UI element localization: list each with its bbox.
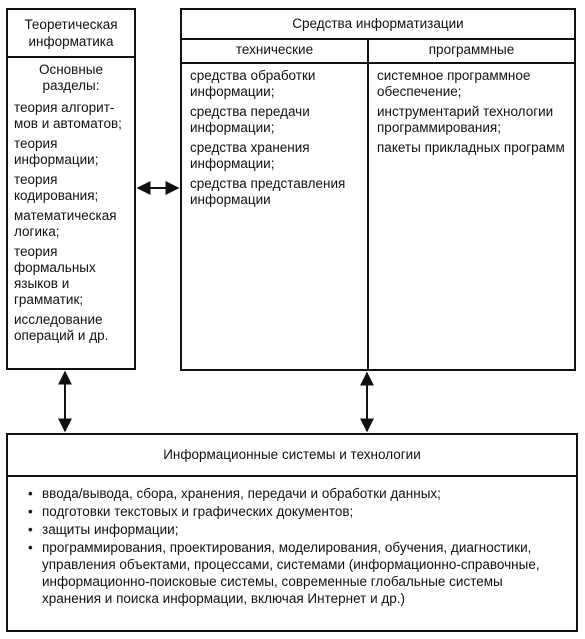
bullet-icon: • — [28, 486, 33, 501]
means-subheader-row — [182, 40, 574, 64]
technical-header: технические — [235, 42, 314, 57]
software-item: системное программное обеспечение; — [377, 68, 531, 99]
bullet-icon: • — [28, 504, 33, 519]
systems-item — [28, 503, 560, 520]
systems-item — [28, 485, 560, 502]
systems-item-text: программирования, проектирования, моделирования, обучения, диагностики, управления объектами, процессами, системами (информационно-справочные, информационно-поисковые системы, современные глобальные системы хранения и поиска информации, включая Интернет и др.) — [42, 540, 540, 606]
theory-box — [6, 8, 136, 370]
means-box — [180, 8, 576, 371]
systems-title: Информационные системы и технологии — [8, 435, 576, 477]
technical-item: средства представления информации — [190, 176, 346, 207]
software-item: инструментарий технологии программирования; — [377, 104, 554, 135]
systems-list — [8, 485, 576, 608]
theory-item: математическая логика; — [14, 208, 117, 239]
theory-item: теория формальных языков и грамматик; — [14, 244, 96, 307]
means-title: Средства информатизации — [182, 10, 574, 40]
theory-item: теория кодирования; — [14, 172, 99, 203]
theory-item: теория алгорит-мов и автоматов; — [14, 100, 122, 131]
theory-item: теория информации; — [14, 136, 99, 167]
software-item: пакеты прикладных программ — [377, 140, 565, 155]
theory-title: Теоретическая информатика — [8, 10, 134, 58]
systems-item — [28, 539, 560, 607]
theory-item: исследование операций и др. — [14, 312, 109, 343]
technical-item: средства передачи информации; — [190, 104, 310, 135]
systems-item — [28, 521, 560, 538]
technical-item: средства обработки информации; — [190, 68, 316, 99]
systems-box — [6, 433, 578, 632]
technical-list — [182, 68, 367, 212]
bullet-icon: • — [28, 522, 33, 537]
bullet-icon: • — [28, 540, 33, 555]
theory-subtitle: Основные разделы: — [38, 62, 104, 93]
theory-body — [8, 58, 134, 348]
software-list — [369, 68, 574, 160]
systems-item-text: подготовки текстовых и графических документов; — [42, 504, 354, 519]
systems-item-text: ввода/вывода, сбора, хранения, передачи и обработки данных; — [42, 486, 441, 501]
systems-item-text: защиты информации; — [42, 522, 179, 537]
software-header: программные — [428, 42, 515, 57]
technical-item: средства хранения информации; — [190, 140, 310, 171]
